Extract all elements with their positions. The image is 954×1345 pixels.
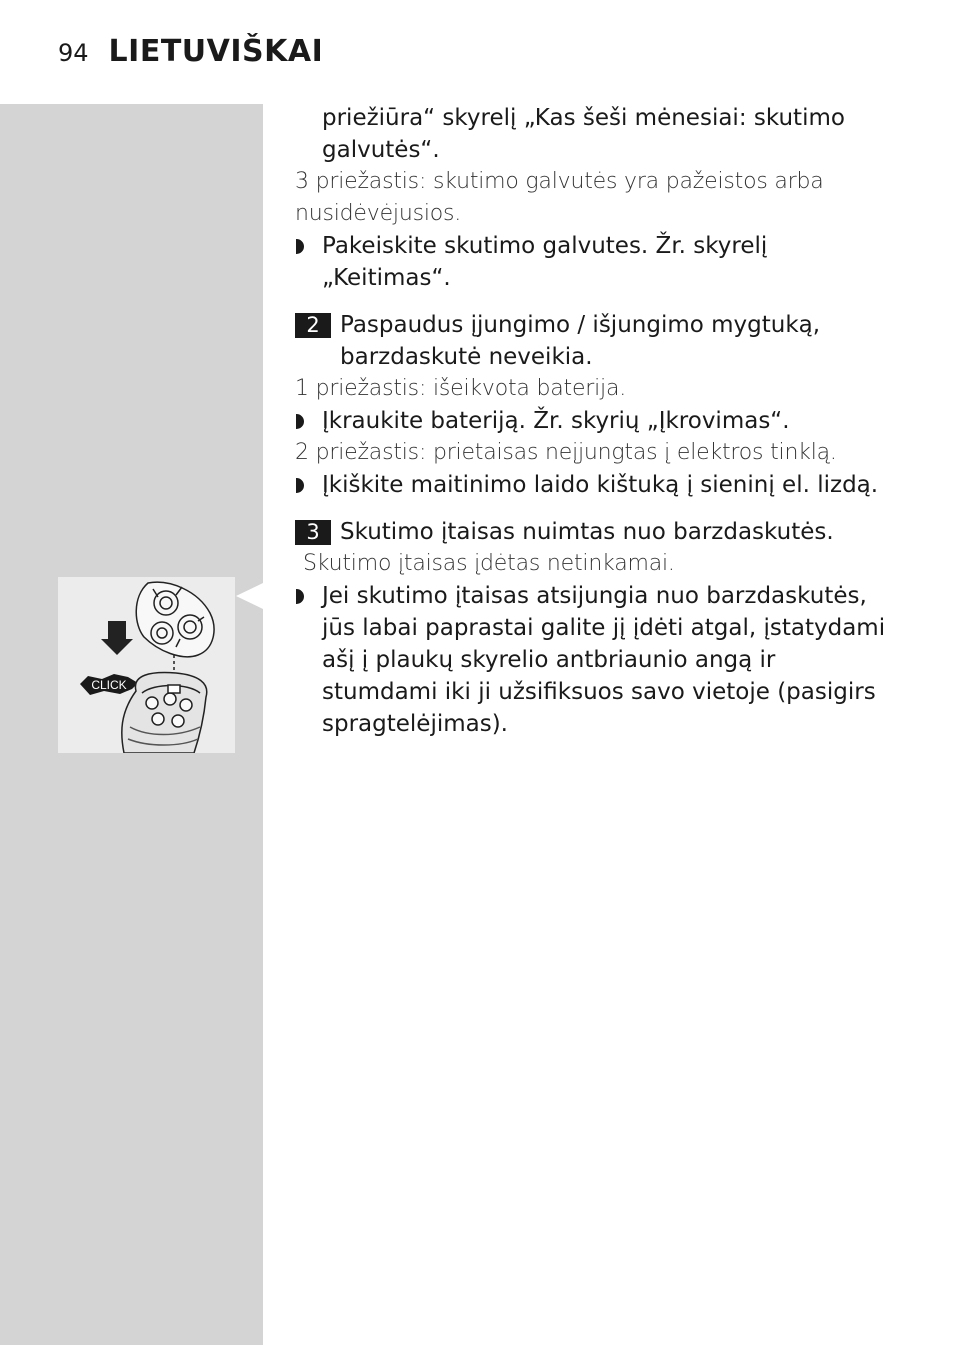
page-number: 94 [58,39,89,67]
solution-text-continued: ašį į plaukų skyrelio antbriaunio angą ir [322,647,776,673]
bullet-icon [296,589,304,604]
cause-text: Skutimo įtaisas įdėtas netinkamai. [303,551,675,576]
cause-text: 3 priežastis: skutimo galvutės yra pažeistos arba [295,169,824,194]
bullet-icon [296,478,304,493]
continued-text-line: galvutės“. [322,137,440,163]
solution-bullet [295,405,895,437]
section-title: LIETUVIŠKAI [108,34,324,69]
callout-pointer [236,583,263,609]
solution-text: Pakeiskite skutimo galvutes. Žr. skyrelį [322,233,768,259]
page-header [58,34,323,74]
solution-text-continued: stumdami iki ji užsifiksuos savo vietoje (pasigirs [322,679,876,705]
solution-text-continued: jūs labai paprastai galite jį įdėti atgal, įstatydami [322,615,886,641]
problem-number-badge: 2 [295,313,331,338]
continued-text-line: priežiūra“ skyrelį „Kas šeši mėnesiai: skutimo [322,105,845,131]
solution-bullet [295,230,895,262]
shaving-unit-icon [136,582,214,657]
cause-text: nusidėvėjusios. [295,201,462,226]
bullet-icon [296,414,304,429]
solution-text: Įkraukite bateriją. Žr. skyrių „Įkrovimas“. [322,408,790,434]
problem-item-3 [295,516,895,548]
problem-text: Skutimo įtaisas nuimtas nuo barzdaskutės. [340,519,834,545]
bullet-icon [296,239,304,254]
down-arrow-icon [101,621,133,655]
solution-bullet [295,580,895,612]
problem-text-continued: barzdaskutė neveikia. [340,344,593,370]
solution-bullet [295,469,895,501]
solution-text-continued: spragtelėjimas). [322,711,508,737]
solution-text: Jei skutimo įtaisas atsijungia nuo barzdaskutės, [322,583,867,609]
shaving-unit-attach-drawing [58,577,235,753]
click-badge [80,674,138,695]
click-label: CLICK [91,678,127,692]
troubleshooting-content [295,102,895,740]
solution-text-continued: „Keitimas“. [322,265,451,291]
cause-text: 1 priežastis: išeikvota baterija. [295,376,627,401]
problem-number-badge: 3 [295,520,331,545]
shaver-illustration [58,577,235,753]
solution-text: Įkiškite maitinimo laido kištuką į sieninį el. lizdą. [322,472,879,498]
problem-item-2 [295,309,895,341]
problem-text: Paspaudus įjungimo / išjungimo mygtuką, [340,312,821,338]
cause-text: 2 priežastis: prietaisas neįjungtas į elektros tinklą. [295,440,837,465]
